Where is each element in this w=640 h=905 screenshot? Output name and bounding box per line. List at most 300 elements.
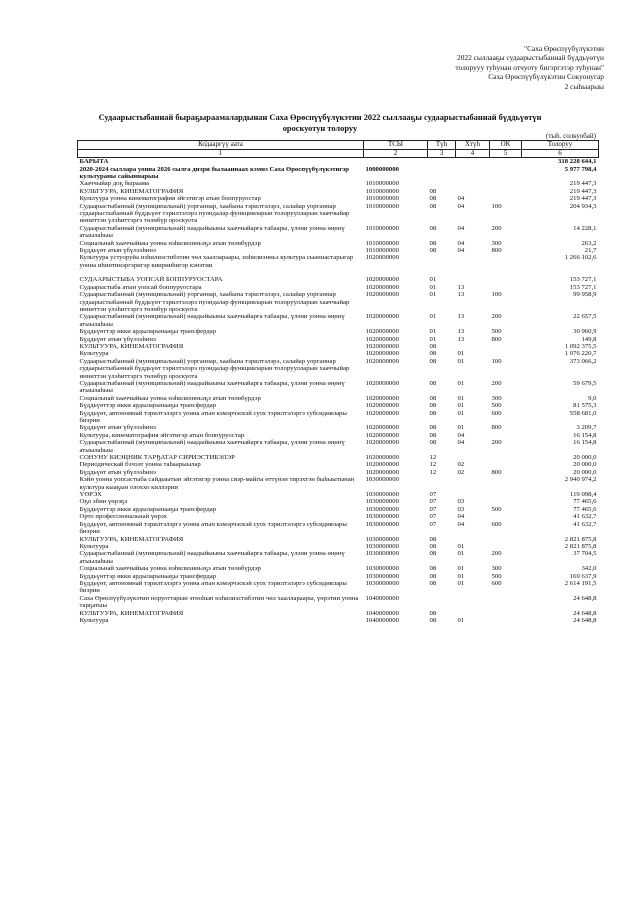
cell-tyk: 08 [429, 394, 437, 402]
cell-tsy: 1020000000 [365, 431, 399, 439]
cell-name: Судаарыстыбаннай (муниципальнай) уорганнар, хаабына тэрилтэлэрэ, салайар уорганнар судаарыстыбаннай бүддьүөт тэрилтэлэрэ пуондалар функцияларын толоруулларын хааччыйар инниттэн үлэһиттэргэ төлөбүр ороскуота [79, 202, 350, 225]
cell-tsy: 1040000000 [365, 594, 399, 602]
col-header-khtyh: Хтүһ [456, 141, 490, 150]
cell-ok: 200 [491, 439, 502, 447]
table-row [78, 254, 599, 269]
cell-name: Культуура устуоруйа нэһилиэстибэтин чөл хааллараары, нэһилиэнньэ культура сыаннастарыгар уонна иһинтинэргэригэр киирииһигэр кэнэтии [79, 254, 354, 269]
cell-tol: 3 209,7 [576, 424, 597, 432]
table-row [78, 469, 599, 476]
cell-tyk: 07 [429, 513, 437, 521]
appendix-line: толорууу туһунан отчуоту бигэргэтэр туһунан" [455, 62, 604, 72]
cell-tol: 41 632,7 [573, 520, 597, 528]
cell-khtyh: 04 [457, 224, 465, 232]
cell-ok: 800 [491, 424, 502, 432]
cell-khtyh [456, 180, 490, 187]
cell-tol: 81 575,3 [573, 402, 597, 410]
table-row [78, 240, 599, 247]
cell-tol: 219 447,3 [569, 187, 597, 195]
table-row [78, 247, 599, 254]
cell-name: Культуура [79, 350, 109, 358]
cell-tol: 24 648,8 [573, 616, 597, 624]
cell-tol: 558 681,0 [569, 409, 597, 417]
cell-tol: 24 648,8 [573, 594, 597, 602]
table-row [78, 543, 599, 550]
cell-khtyh: 01 [457, 550, 465, 558]
cell-tol: 219 447,3 [569, 195, 597, 203]
cell-tyk: 08 [429, 439, 437, 447]
cell-khtyh: 01 [457, 394, 465, 402]
cell-name: Судаарыстыбаннай (муниципальнай) наадыйыыны хааччыйарга табаары, үлэни уонна өңөнү атыылаһыы [79, 550, 345, 565]
cell-ok: 200 [491, 313, 502, 321]
cell-tyk: 08 [429, 550, 437, 558]
col-header-name: Ко̄дааргүү аата [78, 141, 364, 150]
cell-name: 2020-2024 сыллара уонна 2026 сылга диэри былааннаах кэмнэ Саха Өрөспүүбүлүкэтигэр культураны сайыннарыы [79, 165, 349, 180]
cell-khtyh [456, 254, 490, 269]
cell-ok [490, 513, 522, 520]
cell-tol: 2 614 191,5 [564, 579, 597, 587]
cell-tyk: 08 [429, 357, 437, 365]
cell-tsy: 1020000000 [365, 342, 399, 350]
cell-tol: 16 154,8 [573, 431, 597, 439]
cell-name: Культуура уонна кинематография эйгэтигэр атын боппуруостар [79, 195, 261, 203]
table-row [78, 550, 599, 565]
cell-tol: 169 637,9 [569, 572, 597, 580]
cell-tsy: 1020000000 [365, 276, 399, 284]
cell-tol: 1 076 220,7 [564, 350, 597, 358]
cell-tyk: 08 [429, 224, 437, 232]
cell-tyk [428, 595, 456, 610]
cell-name: Оҕо эбии үөрэҕэ [79, 498, 128, 506]
cell-khtyh [456, 276, 490, 283]
cell-tol: 342,0 [581, 565, 597, 573]
cell-tyk: 08 [429, 195, 437, 203]
cell-tsy: 1020000000 [365, 379, 399, 387]
cell-tsy: 1020000000 [365, 439, 399, 447]
cell-tol: 2 821 875,8 [564, 535, 597, 543]
table-row [78, 521, 599, 536]
col-number: 2 [364, 149, 428, 158]
cell-name: Судаарыстыбаннай (муниципальнай) уорганнар, хаабына тэрилтэлэрэ, салайар уорганнар судаарыстыбаннай бүддьүөт тэрилтэлэрэ пуондалар функцияларын толоруулларын хааччыйар инниттэн үлэһиттэргэ төлөбүр ороскуота [79, 357, 350, 380]
cell-tol: 1 266 102,6 [564, 254, 597, 262]
cell-tsy: 1040000000 [365, 616, 399, 624]
cell-tyk: 08 [429, 402, 437, 410]
col-header-ok: ОК [490, 141, 522, 150]
cell-name: Бүддьүөттэр икки ардыларынааҕы трансфердар [79, 572, 217, 580]
table-row [78, 395, 599, 402]
cell-tsy [364, 269, 428, 276]
cell-khtyh [456, 166, 490, 181]
cell-tyk: 08 [429, 247, 437, 255]
cell-name: Бүддьүөттэр икки ардыларынааҕы трансфердар [79, 505, 217, 513]
cell-tyk: 08 [429, 565, 437, 573]
cell-khtyh: 01 [457, 350, 465, 358]
cell-tsy: 1030000000 [365, 542, 399, 550]
table-row [78, 328, 599, 335]
cell-khtyh: 01 [457, 542, 465, 550]
cell-name: Социальнай хааччыйыы уонна нэһилиэнньэҕэ атын төлөбүрдэр [79, 565, 261, 573]
cell-name: Судаарыстыбаннай (муниципальнай) наадыйыыны хааччыйарга табаары, үлэни уонна өңөнү атыылаһыы [79, 224, 345, 240]
table-row [78, 343, 599, 350]
cell-tyk: 08 [429, 379, 437, 387]
table-row [78, 432, 599, 439]
appendix-note [364, 44, 604, 91]
table-row [78, 573, 599, 580]
cell-khtyh: 04 [457, 195, 465, 203]
table-row [78, 498, 599, 505]
cell-tyk: 01 [429, 313, 437, 321]
title-line: ороскуотун толоруу [282, 124, 358, 133]
cell-tyk [428, 166, 456, 181]
cell-tsy: 1030000000 [365, 572, 399, 580]
cell-ok [490, 476, 522, 491]
table-row [78, 225, 599, 240]
cell-tyk: 12 [429, 468, 437, 476]
cell-khtyh: 01 [457, 616, 465, 624]
cell-khtyh: 01 [457, 565, 465, 573]
cell-khtyh [456, 536, 490, 543]
cell-ok: 300 [491, 239, 502, 247]
cell-tsy: 1030000000 [365, 535, 399, 543]
cell-tsy: 1040000000 [365, 609, 399, 617]
cell-tol: 99 958,9 [573, 291, 597, 299]
cell-tol: 9,0 [588, 394, 597, 402]
table-row [78, 284, 599, 291]
table-row [78, 454, 599, 461]
table-row [78, 313, 599, 328]
cell-tsy: 1030000000 [365, 498, 399, 506]
unit-note: (тыһ. солкуобай) [546, 132, 596, 140]
cell-name: БАРЫТА [79, 158, 109, 166]
table-row [78, 380, 599, 395]
cell-name: Судаарыстыбаннай (муниципальнай) уорганнар, хаабына тэрилтэлэрэ, салайар уорганнар судаарыстыбаннай бүддьүөт тэрилтэлэрэ пуондалар функцияларын толоруулларын хааччыйар инниттэн үлэһиттэргэ төлөбүр ороскуота [79, 291, 350, 313]
spacer-row [78, 269, 599, 276]
column-number-row [78, 149, 599, 158]
cell-tsy: 1030000000 [365, 491, 399, 499]
cell-tol: 373 066,2 [569, 357, 597, 365]
table-row [78, 402, 599, 409]
cell-tyk: 08 [429, 187, 437, 195]
appendix-line: Саха Өрөспүүбүлүкэтин Сокуонугар [488, 72, 604, 82]
cell-ok: 100 [491, 291, 502, 299]
cell-khtyh [456, 610, 490, 617]
table-row [78, 410, 599, 425]
cell-khtyh: 13 [457, 335, 465, 343]
cell-tyk: 08 [429, 431, 437, 439]
cell-ok [490, 158, 522, 166]
cell-name: Бүддьүөт, автономнай тэрилтэлэргэ уонна атын кэмэрчэскэй суох тэрилтэлэргэ субсидиялары биэрии [79, 409, 347, 424]
cell-khtyh [456, 343, 490, 350]
cell-khtyh [456, 454, 490, 461]
col-number: 5 [490, 149, 522, 158]
cell-name: Бүддьүөт, автономнай тэрилтэлэргэ уонна атын кэмэрчэскэй суох тэрилтэлэргэ субсидиялары биэрии [79, 579, 347, 595]
cell-tyk: 08 [429, 535, 437, 543]
table-row [78, 188, 599, 195]
cell-tyk: 08 [429, 609, 437, 617]
cell-tol: 30 960,9 [573, 328, 597, 336]
table-row [78, 195, 599, 202]
cell-tol: 119 098,4 [569, 491, 597, 499]
cell-khtyh: 04 [457, 239, 465, 247]
cell-khtyh: 13 [457, 328, 465, 336]
cell-tsy: 1010000000 [365, 187, 399, 195]
cell-ok [490, 343, 522, 350]
cell-tyk: 08 [429, 350, 437, 358]
title-line: Судаарыстыбаннай быраҕыраамалардынан Саха Өрөспүүбүлүкэтин 2022 сыллааҕы судаарыстыбаннай бүддьүөтүн [98, 113, 542, 122]
cell-tol: 153 727,1 [569, 276, 597, 284]
cell-tol: 2 821 875,8 [564, 542, 597, 550]
col-number: 3 [428, 149, 456, 158]
table-row [78, 424, 599, 431]
cell-tol: 77 465,6 [573, 505, 597, 513]
cell-tyk: 01 [429, 276, 437, 284]
cell-tol: 20 000,0 [573, 461, 597, 469]
cell-tol: 1 092 375,5 [564, 342, 597, 350]
cell-name: ҮӨРЭХ [79, 491, 102, 499]
col-number: 1 [78, 149, 364, 158]
cell-khtyh [456, 269, 490, 276]
cell-name [78, 269, 364, 276]
cell-tyk: 01 [429, 328, 437, 336]
cell-tsy: 1030000000 [365, 520, 399, 528]
cell-ok [490, 180, 522, 187]
cell-tyk [428, 158, 456, 166]
appendix-line: 2 сыһыарыы [564, 81, 604, 91]
cell-khtyh: 13 [457, 283, 465, 291]
cell-ok [490, 610, 522, 617]
cell-tsy: 1020000000 [365, 402, 399, 410]
col-header-tsy: ТСЫ [364, 141, 428, 150]
appendix-line: "Саха Өрөспүүбүлүкэтин [524, 44, 604, 53]
cell-khtyh [456, 491, 490, 498]
cell-tsy: 1020000000 [365, 350, 399, 358]
table-row [78, 439, 599, 454]
cell-tsy: 1020000000 [365, 291, 399, 299]
cell-name: Культуура, кинематография эйгэтигэр атын боппуруостар [79, 431, 245, 439]
cell-ok: 200 [491, 550, 502, 558]
cell-name: Бүддьүөт атын үбүлээһинэ [79, 424, 156, 432]
cell-tsy: 1010000000 [365, 239, 399, 247]
cell-tsy: 1010000000 [365, 202, 399, 210]
table-row [78, 180, 599, 187]
cell-tyk: 07 [429, 505, 437, 513]
col-number: 4 [456, 149, 490, 158]
cell-khtyh: 03 [457, 505, 465, 513]
cell-ok [490, 254, 522, 269]
cell-name: Судаарыстыбаннай (муниципальнай) наадыйыыны хааччыйарга табаары, үлэни уонна өңөнү атыылаһыы [79, 313, 345, 328]
table-row [78, 336, 599, 343]
cell-tol: 14 228,1 [573, 224, 597, 232]
cell-ok [490, 543, 522, 550]
cell-khtyh: 01 [457, 572, 465, 580]
cell-tol: 5 977 798,4 [564, 165, 597, 173]
cell-ok: 300 [491, 394, 502, 402]
cell-ok [490, 491, 522, 498]
cell-tol: 77 465,6 [573, 498, 597, 506]
cell-khtyh: 01 [457, 357, 465, 365]
table-row [78, 580, 599, 595]
cell-tyk: 08 [429, 239, 437, 247]
cell-khtyh [456, 188, 490, 195]
cell-name: Периодическай бэчээт уонна таһаарыылар [79, 461, 201, 469]
table-row [78, 595, 599, 610]
cell-name: КУЛЬТУУРА, КИНЕМАТОГРАФИЯ [79, 535, 184, 543]
cell-tsy: 1010000000 [365, 224, 399, 232]
cell-ok: 200 [491, 224, 502, 232]
cell-tyk: 07 [429, 520, 437, 528]
cell-tsy: 1020000000 [365, 461, 399, 469]
cell-ok: 800 [491, 335, 502, 343]
table-row [78, 158, 599, 166]
cell-khtyh: 04 [457, 520, 465, 528]
cell-tol: 153 727,1 [569, 283, 597, 291]
cell-ok [490, 536, 522, 543]
cell-tol [522, 269, 599, 276]
cell-khtyh: 04 [457, 431, 465, 439]
cell-ok: 600 [491, 579, 502, 587]
cell-khtyh: 01 [457, 579, 465, 587]
cell-name: Бүддьүөт, автономнай тэрилтэлэргэ уонна атын кэмэрчэскэй суох тэрилтэлэргэ субсидиялары биэрии [79, 520, 347, 536]
budget-table [77, 140, 599, 624]
cell-khtyh: 01 [457, 402, 465, 410]
cell-khtyh: 13 [457, 291, 465, 299]
cell-name: Социальнай хааччыйыы уонна нэһилиэнньэҕэ атын төлөбүрдэр [79, 394, 261, 402]
cell-tol: 16 154,8 [573, 439, 597, 447]
cell-tsy: 1020000000 [365, 468, 399, 476]
cell-name: Хааччыйар доҕ быраама [79, 180, 149, 188]
cell-tsy: 1000000000 [365, 165, 399, 173]
cell-tsy [364, 158, 428, 166]
cell-ok: 200 [491, 379, 502, 387]
cell-khtyh: 04 [457, 247, 465, 255]
cell-tol: 318 228 644,1 [558, 158, 597, 166]
cell-tyk: 12 [429, 461, 437, 469]
cell-tsy: 1020000000 [365, 454, 399, 462]
cell-tol: 2 940 974,2 [564, 476, 597, 484]
cell-tyk: 08 [429, 202, 437, 210]
cell-ok: 300 [491, 565, 502, 573]
cell-name: КУЛЬТУУРА, КИНЕМАТОГРАФИЯ [79, 187, 184, 195]
cell-tol: 20 000,0 [573, 468, 597, 476]
table-row [78, 166, 599, 181]
cell-tyk: 08 [429, 579, 437, 587]
cell-tsy: 1010000000 [365, 247, 399, 255]
header-row [78, 141, 599, 150]
cell-khtyh: 01 [457, 424, 465, 432]
table-row [78, 506, 599, 513]
cell-tyk [428, 254, 456, 269]
table-row [78, 203, 599, 225]
cell-tsy: 1010000000 [365, 195, 399, 203]
cell-ok: 500 [491, 402, 502, 410]
cell-name: КУЛЬТУУРА, КИНЕМАТОГРАФИЯ [79, 342, 184, 350]
cell-khtyh: 04 [457, 439, 465, 447]
cell-ok: 100 [491, 357, 502, 365]
cell-name: Социальнай хааччыйыы уонна нэһилиэнньэҕэ атын төлөбүрдэр [79, 239, 261, 247]
cell-ok [490, 461, 522, 468]
table-row [78, 513, 599, 520]
cell-ok [490, 498, 522, 505]
cell-tol: 20 000,0 [573, 454, 597, 462]
cell-name: СУДААРЫСТЫБА УОПСАЙ БОППУРУОСТАРА [79, 276, 223, 284]
cell-khtyh [456, 476, 490, 491]
cell-ok: 800 [491, 247, 502, 255]
cell-tsy: 1030000000 [365, 565, 399, 573]
cell-tol: 24 648,8 [573, 609, 597, 617]
cell-name: Орто профессиональнай үөрэх [79, 513, 167, 521]
cell-ok [490, 195, 522, 202]
cell-tsy: 1020000000 [365, 335, 399, 343]
cell-tsy: 1020000000 [365, 254, 399, 262]
cell-name: Бүддьүөттэр икки ардыларынааҕы трансфердар [79, 402, 217, 410]
cell-ok: 500 [491, 572, 502, 580]
table-row [78, 565, 599, 572]
table-row [78, 617, 599, 624]
cell-ok [490, 269, 522, 276]
cell-tol: 219 447,3 [569, 180, 597, 188]
cell-ok: 100 [491, 202, 502, 210]
cell-name: Судаарыстыба атын уопсай боппуруостара [79, 283, 202, 291]
table-body [78, 158, 599, 625]
cell-tyk: 07 [429, 491, 437, 499]
table-row [78, 461, 599, 468]
cell-tyk: 01 [429, 283, 437, 291]
cell-khtyh: 04 [457, 513, 465, 521]
cell-name: Кэйн уонна уопсастыба сайдыытын эйгэтигэр уонна сиэр-майгы өттүнэн тирэхтэн быһыытынан культура кыаҕын олоххо киллэрии [79, 476, 355, 491]
cell-tsy: 1010000000 [365, 180, 399, 188]
cell-tol: 204 934,3 [569, 202, 597, 210]
cell-tol: 22 657,5 [573, 313, 597, 321]
cell-name: Бүддьүөт атын үбүлээһинэ [79, 247, 156, 255]
cell-ok [490, 432, 522, 439]
cell-ok [490, 454, 522, 461]
cell-tyk: 08 [429, 542, 437, 550]
cell-tyk [428, 180, 456, 187]
col-number: 6 [522, 149, 599, 158]
cell-khtyh: 01 [457, 379, 465, 387]
table-row [78, 291, 599, 313]
cell-tol: 41 632,7 [573, 513, 597, 521]
cell-tyk: 08 [429, 424, 437, 432]
cell-tyk: 01 [429, 335, 437, 343]
cell-ok: 600 [491, 520, 502, 528]
cell-ok: 600 [491, 409, 502, 417]
cell-tsy: 1030000000 [365, 476, 399, 484]
cell-tsy: 1030000000 [365, 505, 399, 513]
cell-tsy: 1020000000 [365, 283, 399, 291]
cell-tol: 59 679,5 [573, 379, 597, 387]
cell-ok [490, 276, 522, 283]
cell-tyk: 01 [429, 291, 437, 299]
cell-khtyh: 02 [457, 468, 465, 476]
cell-ok [490, 350, 522, 357]
cell-name: СОНУНУ КИЭҢНИК ТАРҔАТАР СИРИЭСТИБЭЛЭР [79, 454, 235, 462]
table-row [78, 491, 599, 498]
col-header-tol: Толоруу [522, 141, 599, 150]
cell-ok: 800 [491, 468, 502, 476]
cell-khtyh: 13 [457, 313, 465, 321]
cell-name: Бүддьүөт атын үбүлээһинэ [79, 468, 156, 476]
cell-ok: 500 [491, 505, 502, 513]
cell-tol: 21,7 [584, 247, 597, 255]
cell-tyk: 08 [429, 616, 437, 624]
cell-name: Бүддьүөттэр икки ардыларынааҕы трансфердар [79, 328, 217, 336]
cell-tyk [428, 476, 456, 491]
cell-ok [490, 166, 522, 181]
cell-khtyh [456, 158, 490, 166]
cell-tsy: 1030000000 [365, 579, 399, 587]
cell-ok: 500 [491, 328, 502, 336]
cell-tyk: 08 [429, 572, 437, 580]
